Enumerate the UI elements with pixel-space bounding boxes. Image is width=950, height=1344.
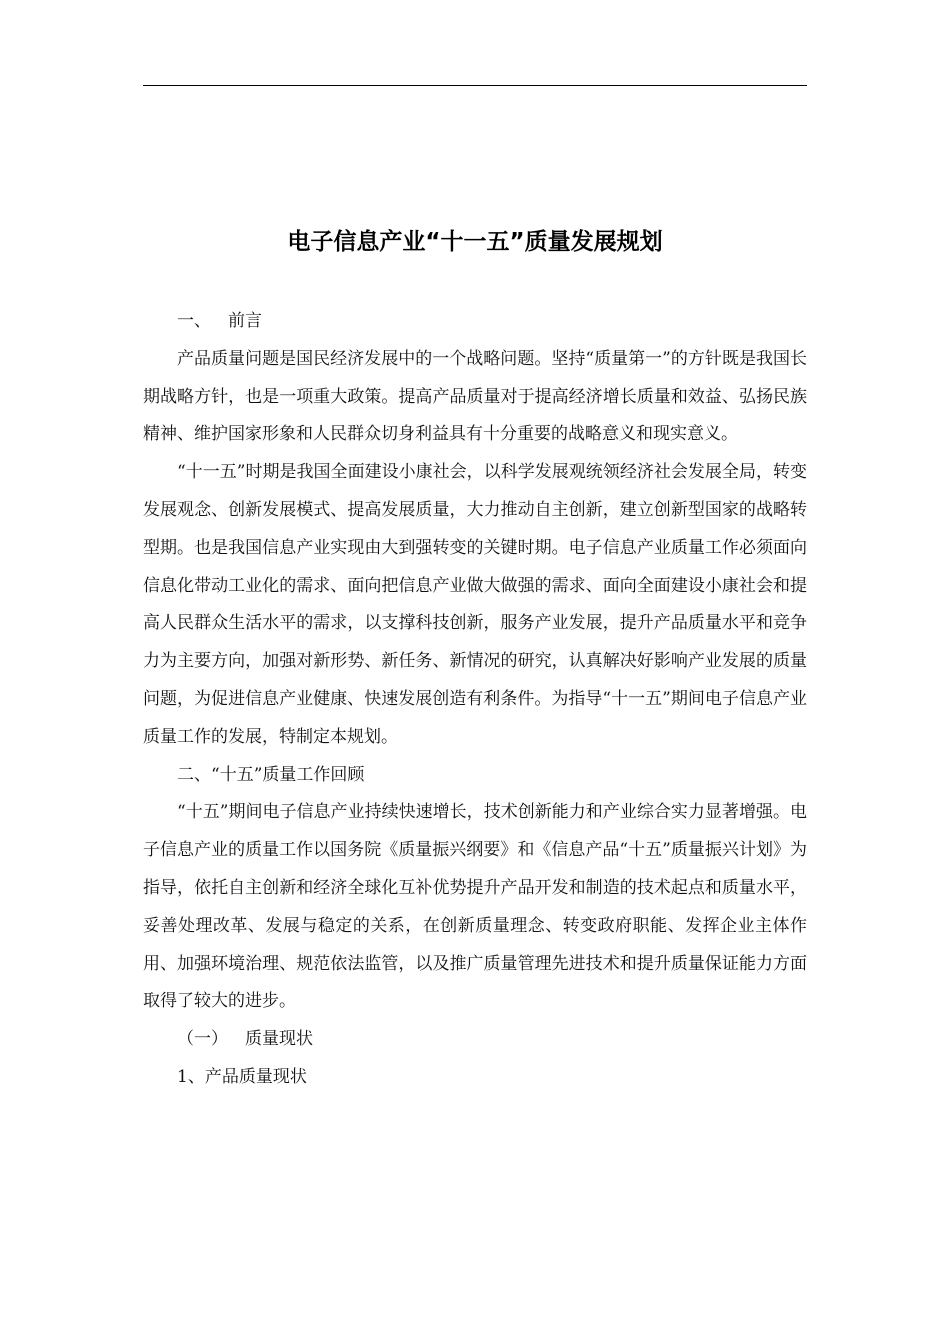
section-title: “十五”质量工作回顾 (211, 764, 365, 785)
section-number: 一、 (177, 311, 211, 331)
document-body (143, 303, 807, 1097)
paragraph: “十五”期间电子信息产业持续快速增长，技术创新能力和产业综合实力显著增强。电子信息产业的质量工作以国务院《质量振兴纲要》和《信息产品“十五”质量振兴计划》为指导，依托自主创新和经济全球化互补优势提升产品开发和制造的技术起点和质量水平，妥善处理改革、发展与稳定的关系，在创新质量理念、转变政府职能、发挥企业主体作用、加强环境治理、规范依法监管，以及推广质量管理先进技术和提升质量保证能力方面取得了较大的进步。 (143, 802, 807, 1012)
item-title: 产品质量现状 (204, 1066, 307, 1087)
subsection-number: （一） (177, 1029, 228, 1050)
item-heading (143, 1059, 807, 1097)
section-heading-preface (143, 303, 807, 341)
section-title: 前言 (228, 311, 262, 331)
section-heading-review (143, 757, 807, 795)
subsection-heading (143, 1021, 807, 1059)
header-rule (143, 85, 807, 86)
document-title: 电子信息产业“十一五”质量发展规划 (287, 229, 663, 256)
paragraph: 产品质量问题是国民经济发展中的一个战略问题。坚持“质量第一”的方针既是我国长期战略方针，也是一项重大政策。提高产品质量对于提高经济增长质量和效益、弘扬民族精神、维护国家形象和人民群众切身利益具有十分重要的战略意义和现实意义。 (143, 348, 807, 445)
paragraph: “十一五”时期是我国全面建设小康社会，以科学发展观统领经济社会发展全局，转变发展观念、创新发展模式、提高发展质量，大力推动自主创新，建立创新型国家的战略转型期。也是我国信息产业实现由大到强转变的关键时期。电子信息产业质量工作必须面向信息化带动工业化的需求、面向把信息产业做大做强的需求、面向全面建设小康社会和提高人民群众生活水平的需求，以支撑科技创新，服务产业发展，提升产品质量水平和竞争力为主要方向，加强对新形势、新任务、新情况的研究，认真解决好影响产业发展的质量问题，为促进信息产业健康、快速发展创造有利条件。为指导“十一五”期间电子信息产业质量工作的发展，特制定本规划。 (143, 462, 807, 747)
item-number: 1、 (177, 1066, 205, 1087)
subsection-title: 质量现状 (245, 1029, 313, 1050)
section-number: 二、 (177, 764, 211, 785)
